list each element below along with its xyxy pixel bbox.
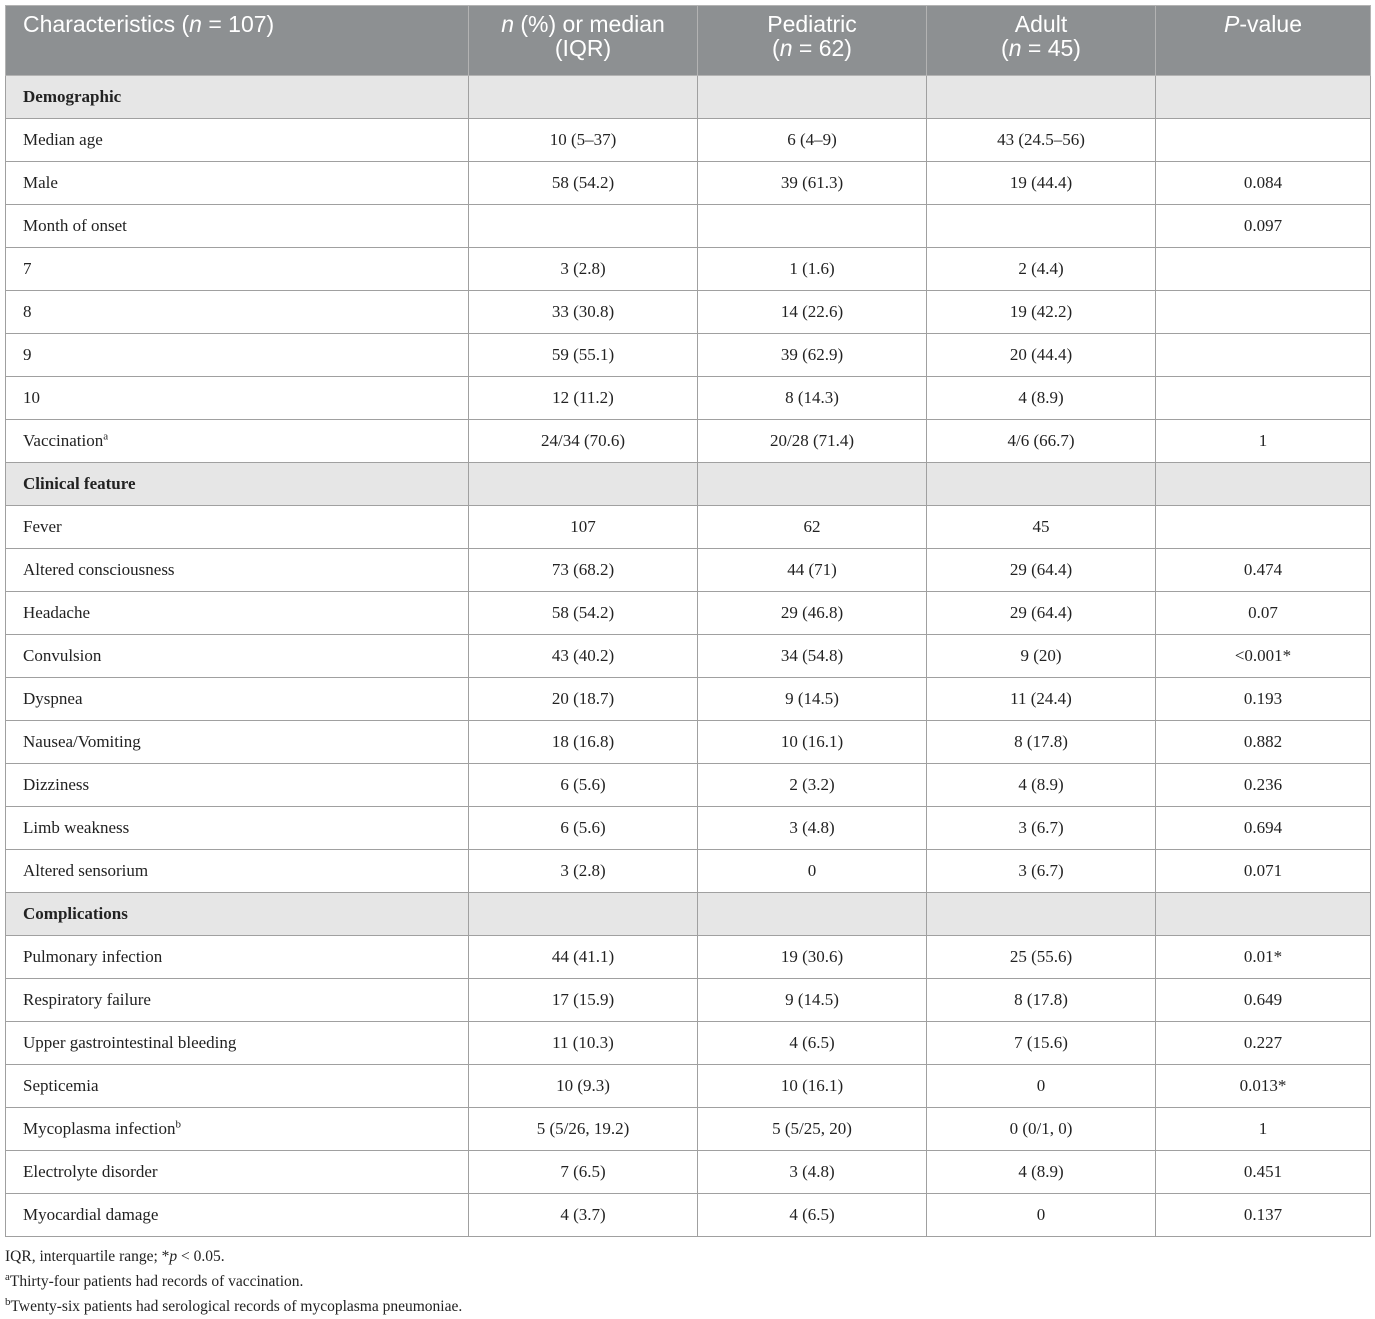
row-label-text: Fever (23, 517, 62, 536)
cell-adult: 3 (6.7) (927, 807, 1156, 850)
cell-pediatric: 10 (16.1) (698, 1065, 927, 1108)
cell-pediatric: 4 (6.5) (698, 1194, 927, 1237)
cell-total: 33 (30.8) (469, 291, 698, 334)
characteristics-table (5, 5, 1371, 1237)
section-row (6, 893, 1371, 936)
row-label-text: Altered sensorium (23, 861, 149, 880)
cell-adult: 45 (927, 506, 1156, 549)
cell-total: 7 (6.5) (469, 1151, 698, 1194)
cell-pediatric: 19 (30.6) (698, 936, 927, 979)
row-label-text: 7 (23, 259, 32, 278)
cell-p-value: 1 (1156, 1108, 1371, 1151)
row-label (6, 807, 469, 850)
table-header (6, 6, 1371, 76)
footnote-b: $^b$Twenty-six patients had serological records of mycoplasma pneumoniae. (5, 1295, 463, 1315)
table-row (6, 1022, 1371, 1065)
row-label-text: Dyspnea (23, 689, 83, 708)
table-row (6, 334, 1371, 377)
row-label (6, 592, 469, 635)
characteristics-table-wrapper (5, 5, 1370, 1237)
row-label-text: Median age (23, 130, 103, 149)
table-row (6, 1108, 1371, 1151)
row-label-text: Convulsion (23, 646, 102, 665)
row-label-text: Male (23, 173, 58, 192)
cell-total: 10 (5–37) (469, 119, 698, 162)
cell-total: 6 (5.6) (469, 807, 698, 850)
cell-adult: 29 (64.4) (927, 592, 1156, 635)
cell-p-value (1156, 334, 1371, 377)
section-empty-cell (1156, 893, 1371, 936)
table-body (6, 76, 1371, 1237)
cell-p-value: <0.001* (1156, 635, 1371, 678)
table-row (6, 678, 1371, 721)
section-empty-cell (927, 76, 1156, 119)
cell-p-value (1156, 377, 1371, 420)
section-title: Clinical feature (6, 463, 469, 506)
row-label-text: Pulmonary infection (23, 947, 163, 966)
cell-total: 3 (2.8) (469, 248, 698, 291)
cell-total: 6 (5.6) (469, 764, 698, 807)
row-label (6, 420, 469, 463)
table-row (6, 1151, 1371, 1194)
cell-pediatric: 9 (14.5) (698, 678, 927, 721)
cell-p-value: 0.07 (1156, 592, 1371, 635)
header-adult: Adult (n = 45) (927, 6, 1156, 76)
table-row (6, 764, 1371, 807)
cell-pediatric: 3 (4.8) (698, 807, 927, 850)
cell-adult: 0 (927, 1065, 1156, 1108)
table-row (6, 506, 1371, 549)
cell-total: 3 (2.8) (469, 850, 698, 893)
section-row (6, 463, 1371, 506)
row-label-text: Vaccination (23, 431, 104, 450)
cell-pediatric: 0 (698, 850, 927, 893)
row-label (6, 721, 469, 764)
cell-pediatric: 9 (14.5) (698, 979, 927, 1022)
table-row (6, 979, 1371, 1022)
cell-p-value: 0.227 (1156, 1022, 1371, 1065)
table-row (6, 850, 1371, 893)
section-title: Demographic (6, 76, 469, 119)
cell-pediatric: 39 (62.9) (698, 334, 927, 377)
cell-p-value: 0.193 (1156, 678, 1371, 721)
cell-adult: 8 (17.8) (927, 979, 1156, 1022)
table-row (6, 549, 1371, 592)
cell-adult: 2 (4.4) (927, 248, 1156, 291)
cell-total: 12 (11.2) (469, 377, 698, 420)
cell-pediatric: 29 (46.8) (698, 592, 927, 635)
cell-p-value: 0.236 (1156, 764, 1371, 807)
cell-pediatric: 34 (54.8) (698, 635, 927, 678)
cell-pediatric: 5 (5/25, 20) (698, 1108, 927, 1151)
row-label-text: Nausea/Vomiting (23, 732, 141, 751)
table-row (6, 420, 1371, 463)
row-label (6, 506, 469, 549)
section-empty-cell (1156, 463, 1371, 506)
cell-pediatric: 3 (4.8) (698, 1151, 927, 1194)
cell-adult: 3 (6.7) (927, 850, 1156, 893)
row-label (6, 936, 469, 979)
cell-total: 11 (10.3) (469, 1022, 698, 1065)
cell-total: 20 (18.7) (469, 678, 698, 721)
section-empty-cell (469, 76, 698, 119)
section-row (6, 76, 1371, 119)
section-empty-cell (927, 893, 1156, 936)
footnote-marker: b (175, 1118, 181, 1131)
cell-adult: 0 (927, 1194, 1156, 1237)
cell-adult (927, 205, 1156, 248)
table-row (6, 119, 1371, 162)
cell-p-value: 0.451 (1156, 1151, 1371, 1194)
cell-p-value (1156, 119, 1371, 162)
cell-adult: 8 (17.8) (927, 721, 1156, 764)
table-row (6, 936, 1371, 979)
cell-pediatric: 2 (3.2) (698, 764, 927, 807)
row-label (6, 377, 469, 420)
cell-pediatric: 6 (4–9) (698, 119, 927, 162)
cell-pediatric: 39 (61.3) (698, 162, 927, 205)
cell-adult: 20 (44.4) (927, 334, 1156, 377)
cell-adult: 4 (8.9) (927, 764, 1156, 807)
cell-total: 107 (469, 506, 698, 549)
cell-total: 44 (41.1) (469, 936, 698, 979)
table-row (6, 377, 1371, 420)
cell-adult: 29 (64.4) (927, 549, 1156, 592)
cell-p-value (1156, 291, 1371, 334)
row-label (6, 678, 469, 721)
header-characteristics: Characteristics (n = 107) (6, 6, 469, 76)
cell-adult: 25 (55.6) (927, 936, 1156, 979)
cell-p-value: 0.649 (1156, 979, 1371, 1022)
row-label-text: Limb weakness (23, 818, 130, 837)
cell-p-value: 0.071 (1156, 850, 1371, 893)
cell-pediatric: 44 (71) (698, 549, 927, 592)
table-row (6, 807, 1371, 850)
cell-adult: 4/6 (66.7) (927, 420, 1156, 463)
cell-pediatric: 14 (22.6) (698, 291, 927, 334)
cell-p-value: 0.01* (1156, 936, 1371, 979)
cell-adult: 4 (8.9) (927, 1151, 1156, 1194)
cell-total: 18 (16.8) (469, 721, 698, 764)
table-row (6, 205, 1371, 248)
table-row (6, 592, 1371, 635)
cell-total: 17 (15.9) (469, 979, 698, 1022)
row-label (6, 1022, 469, 1065)
cell-adult: 19 (42.2) (927, 291, 1156, 334)
header-total: n (%) or median (IQR) (469, 6, 698, 76)
cell-pediatric (698, 205, 927, 248)
row-label (6, 205, 469, 248)
footnote-a: $^a$Thirty-four patients had records of vaccination. (5, 1270, 304, 1290)
table-row (6, 162, 1371, 205)
cell-total: 73 (68.2) (469, 549, 698, 592)
cell-total: 43 (40.2) (469, 635, 698, 678)
section-empty-cell (698, 463, 927, 506)
row-label (6, 979, 469, 1022)
cell-adult: 19 (44.4) (927, 162, 1156, 205)
table-row (6, 248, 1371, 291)
cell-total: 4 (3.7) (469, 1194, 698, 1237)
cell-pediatric: 4 (6.5) (698, 1022, 927, 1065)
header-pediatric: Pediatric (n = 62) (698, 6, 927, 76)
cell-adult: 0 (0/1, 0) (927, 1108, 1156, 1151)
row-label (6, 549, 469, 592)
footnote-abbreviations: IQR, interquartile range; *p < 0.05. (5, 1248, 225, 1265)
table-row (6, 635, 1371, 678)
cell-total: 58 (54.2) (469, 592, 698, 635)
header-row (6, 6, 1371, 76)
row-label (6, 1065, 469, 1108)
row-label-text: Septicemia (23, 1076, 99, 1095)
cell-p-value (1156, 248, 1371, 291)
row-label-text: Headache (23, 603, 91, 622)
row-label (6, 119, 469, 162)
table-row (6, 1065, 1371, 1108)
table-row (6, 291, 1371, 334)
cell-p-value: 0.882 (1156, 721, 1371, 764)
cell-adult: 43 (24.5–56) (927, 119, 1156, 162)
cell-adult: 11 (24.4) (927, 678, 1156, 721)
cell-p-value: 0.013* (1156, 1065, 1371, 1108)
footnote-marker: a (103, 430, 109, 443)
section-empty-cell (1156, 76, 1371, 119)
cell-p-value: 0.097 (1156, 205, 1371, 248)
cell-p-value: 0.694 (1156, 807, 1371, 850)
section-empty-cell (698, 893, 927, 936)
row-label (6, 334, 469, 377)
cell-p-value: 0.084 (1156, 162, 1371, 205)
row-label-text: 8 (23, 302, 32, 321)
cell-p-value: 0.137 (1156, 1194, 1371, 1237)
cell-total: 5 (5/26, 19.2) (469, 1108, 698, 1151)
section-empty-cell (469, 893, 698, 936)
cell-total: 59 (55.1) (469, 334, 698, 377)
row-label-text: Electrolyte disorder (23, 1162, 158, 1181)
row-label-text: Month of onset (23, 216, 127, 235)
cell-total (469, 205, 698, 248)
cell-pediatric: 8 (14.3) (698, 377, 927, 420)
cell-total: 10 (9.3) (469, 1065, 698, 1108)
row-label (6, 162, 469, 205)
header-p-value: P-value (1156, 6, 1371, 76)
cell-p-value: 0.474 (1156, 549, 1371, 592)
cell-pediatric: 62 (698, 506, 927, 549)
section-empty-cell (698, 76, 927, 119)
cell-adult: 9 (20) (927, 635, 1156, 678)
row-label-text: Mycoplasma infection (23, 1119, 176, 1138)
row-label-text: 10 (23, 388, 40, 407)
cell-pediatric: 10 (16.1) (698, 721, 927, 764)
row-label-text: Altered consciousness (23, 560, 175, 579)
row-label (6, 1108, 469, 1151)
cell-p-value: 1 (1156, 420, 1371, 463)
table-row (6, 1194, 1371, 1237)
row-label (6, 1194, 469, 1237)
cell-pediatric: 20/28 (71.4) (698, 420, 927, 463)
cell-adult: 4 (8.9) (927, 377, 1156, 420)
cell-total: 58 (54.2) (469, 162, 698, 205)
cell-p-value (1156, 506, 1371, 549)
row-label-text: Upper gastrointestinal bleeding (23, 1033, 237, 1052)
cell-adult: 7 (15.6) (927, 1022, 1156, 1065)
row-label (6, 1151, 469, 1194)
section-empty-cell (927, 463, 1156, 506)
row-label-text: Dizziness (23, 775, 90, 794)
row-label-text: Myocardial damage (23, 1205, 159, 1224)
cell-pediatric: 1 (1.6) (698, 248, 927, 291)
table-footnotes (5, 1244, 462, 1319)
row-label-text: 9 (23, 345, 32, 364)
table-row (6, 721, 1371, 764)
row-label (6, 764, 469, 807)
section-empty-cell (469, 463, 698, 506)
row-label-text: Respiratory failure (23, 990, 151, 1009)
row-label (6, 850, 469, 893)
row-label (6, 635, 469, 678)
cell-total: 24/34 (70.6) (469, 420, 698, 463)
row-label (6, 248, 469, 291)
row-label (6, 291, 469, 334)
section-title: Complications (6, 893, 469, 936)
